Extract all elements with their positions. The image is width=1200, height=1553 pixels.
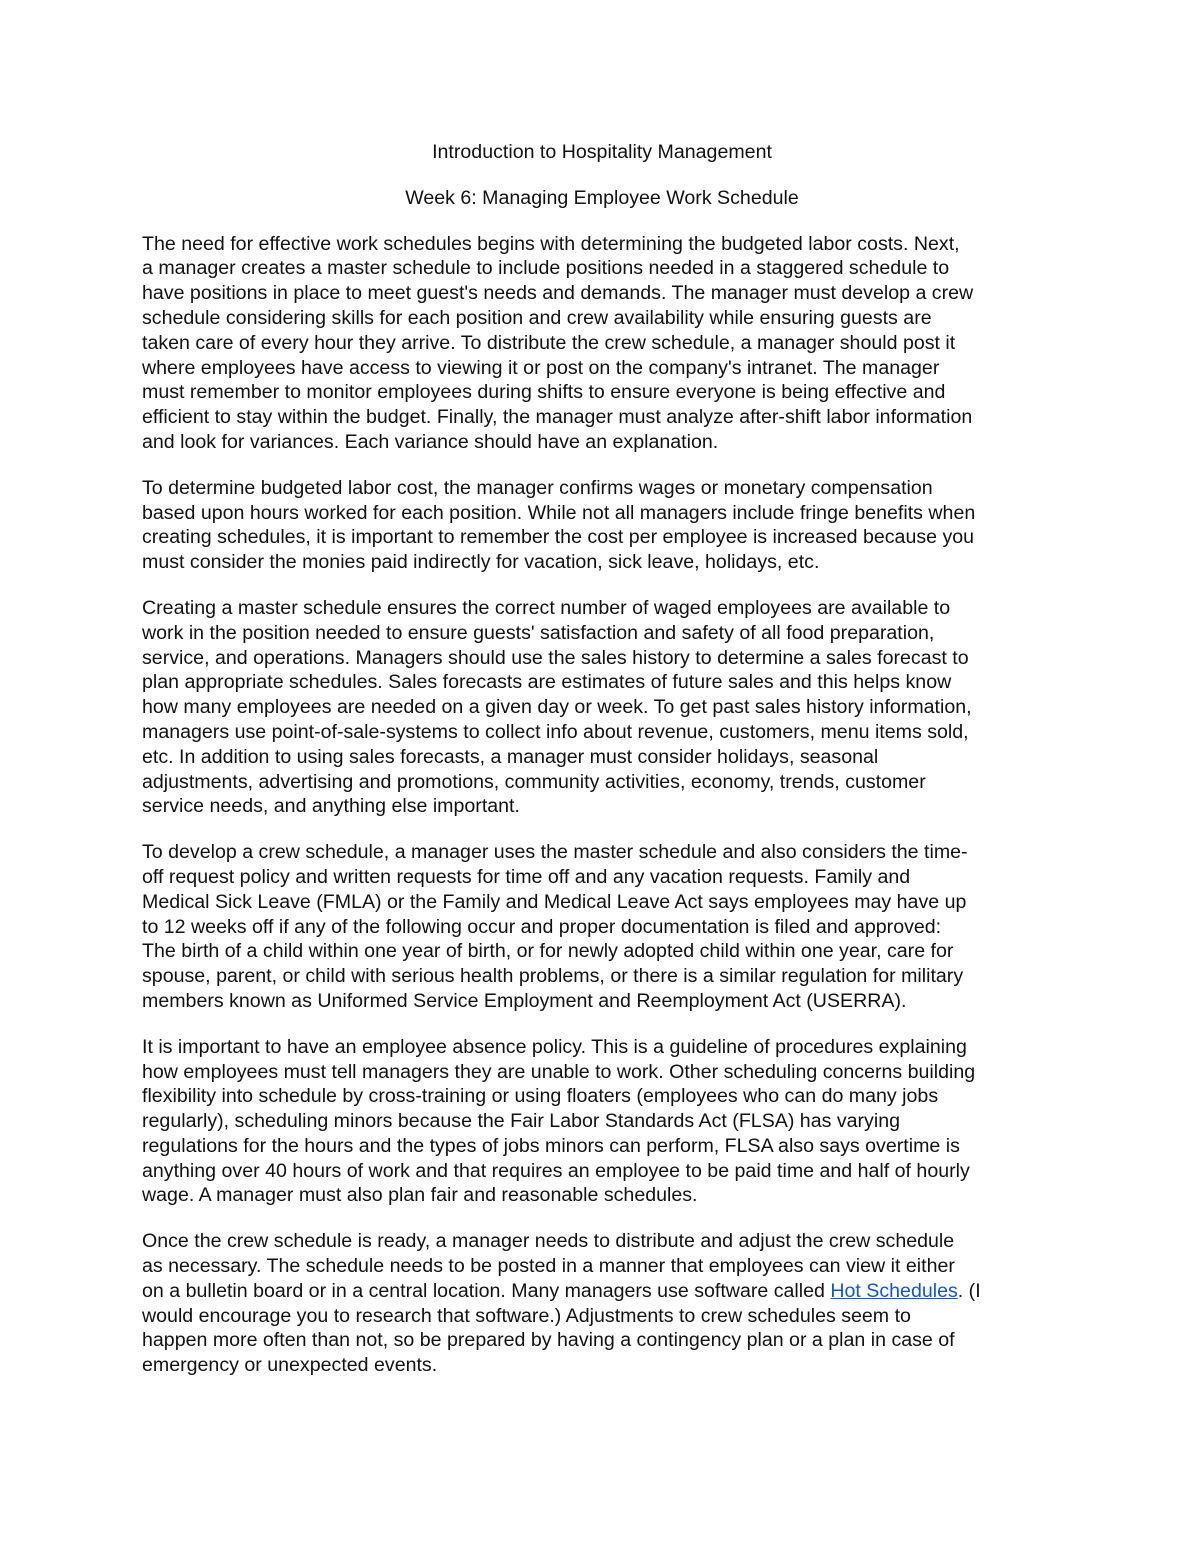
paragraph-distribution	[142, 1229, 1062, 1378]
hot-schedules-link[interactable]: Hot Schedules	[830, 1279, 958, 1302]
paragraph-master-schedule: Creating a master schedule ensures the correct number of waged employees are available to work in the position needed to ensure guests' satisfaction and safety of all food preparation, service, and operations. Managers should use the sales history to determine a sales forecast to plan appropriate schedules. Sales forecasts are estimates of future sales and this helps know how many employees are needed on a given day or week. To get past sales history information, managers use point-of-sale-systems to collect info about revenue, customers, menu items sold, etc. In addition to using sales forecasts, a manager must consider holidays, seasonal adjustments, advertising and promotions, community activities, economy, trends, customer service needs, and anything else important.	[142, 596, 972, 818]
paragraph-distribution-text-before: Once the crew schedule is ready, a manager needs to distribute and adjust the crew schedule as necessary. The schedule needs to be posted in a manner that employees can view it either on a bulletin board or in a central location. Many managers use software called	[142, 1230, 955, 1302]
paragraph-distribution-text-after: . (I would encourage you to research that software.) Adjustments to crew schedules seem to happen more often than not, so be prepared by having a contingency plan or a plan in case of emergency or unexpected events.	[142, 1279, 981, 1377]
document-page	[142, 140, 1062, 1378]
document-title: Introduction to Hospitality Management	[432, 141, 772, 163]
document-subtitle: Week 6: Managing Employee Work Schedule	[405, 186, 799, 209]
paragraph-absence-policy: It is important to have an employee absence policy. This is a guideline of procedures explaining how employees must tell managers they are unable to work. Other scheduling concerns building flexibility into schedule by cross-training or using floaters (employees who can do many jobs regularly), scheduling minors because the Fair Labor Standards Act (FLSA) has varying regulations for the hours and the types of jobs minors can perform, FLSA also says overtime is anything over 40 hours of work and that requires an employee to be paid time and half of hourly wage. A manager must also plan fair and reasonable schedules.	[142, 1035, 976, 1207]
paragraph-budgeted-labor: To determine budgeted labor cost, the manager confirms wages or monetary compensation based upon hours worked for each position. While not all managers include fringe benefits when creating schedules, it is important to remember the cost per employee is increased because you must consider the monies paid indirectly for vacation, sick leave, holidays, etc.	[142, 476, 976, 574]
paragraph-intro: The need for effective work schedules begins with determining the budgeted labor costs. Next, a manager creates a master schedule to include positions needed in a staggered schedule to have positions in place to meet guest's needs and demands. The manager must develop a crew schedule considering skills for each position and crew availability while ensuring guests are taken care of every hour they arrive. To distribute the crew schedule, a manager should post it where employees have access to viewing it or post on the company's intranet. The manager must remember to monitor employees during shifts to ensure everyone is being effective and efficient to stay within the budget. Finally, the manager must analyze after-shift labor information and look for variances. Each variance should have an explanation.	[142, 232, 974, 453]
paragraph-crew-schedule: To develop a crew schedule, a manager uses the master schedule and also considers the time- off request policy and written requests for time off and any vacation requests. Family and Medical Sick Leave (FMLA) or the Family and Medical Leave Act says employees may have up to 12 weeks off if any of the following occur and proper documentation is filed and approved: The birth of a child within one year of birth, or for newly adopted child within one year, care for spouse, parent, or child with serious health problems, or there is a similar regulation for military members known as Uniformed Service Employment and Reemployment Act (USERRA).	[142, 841, 968, 1012]
